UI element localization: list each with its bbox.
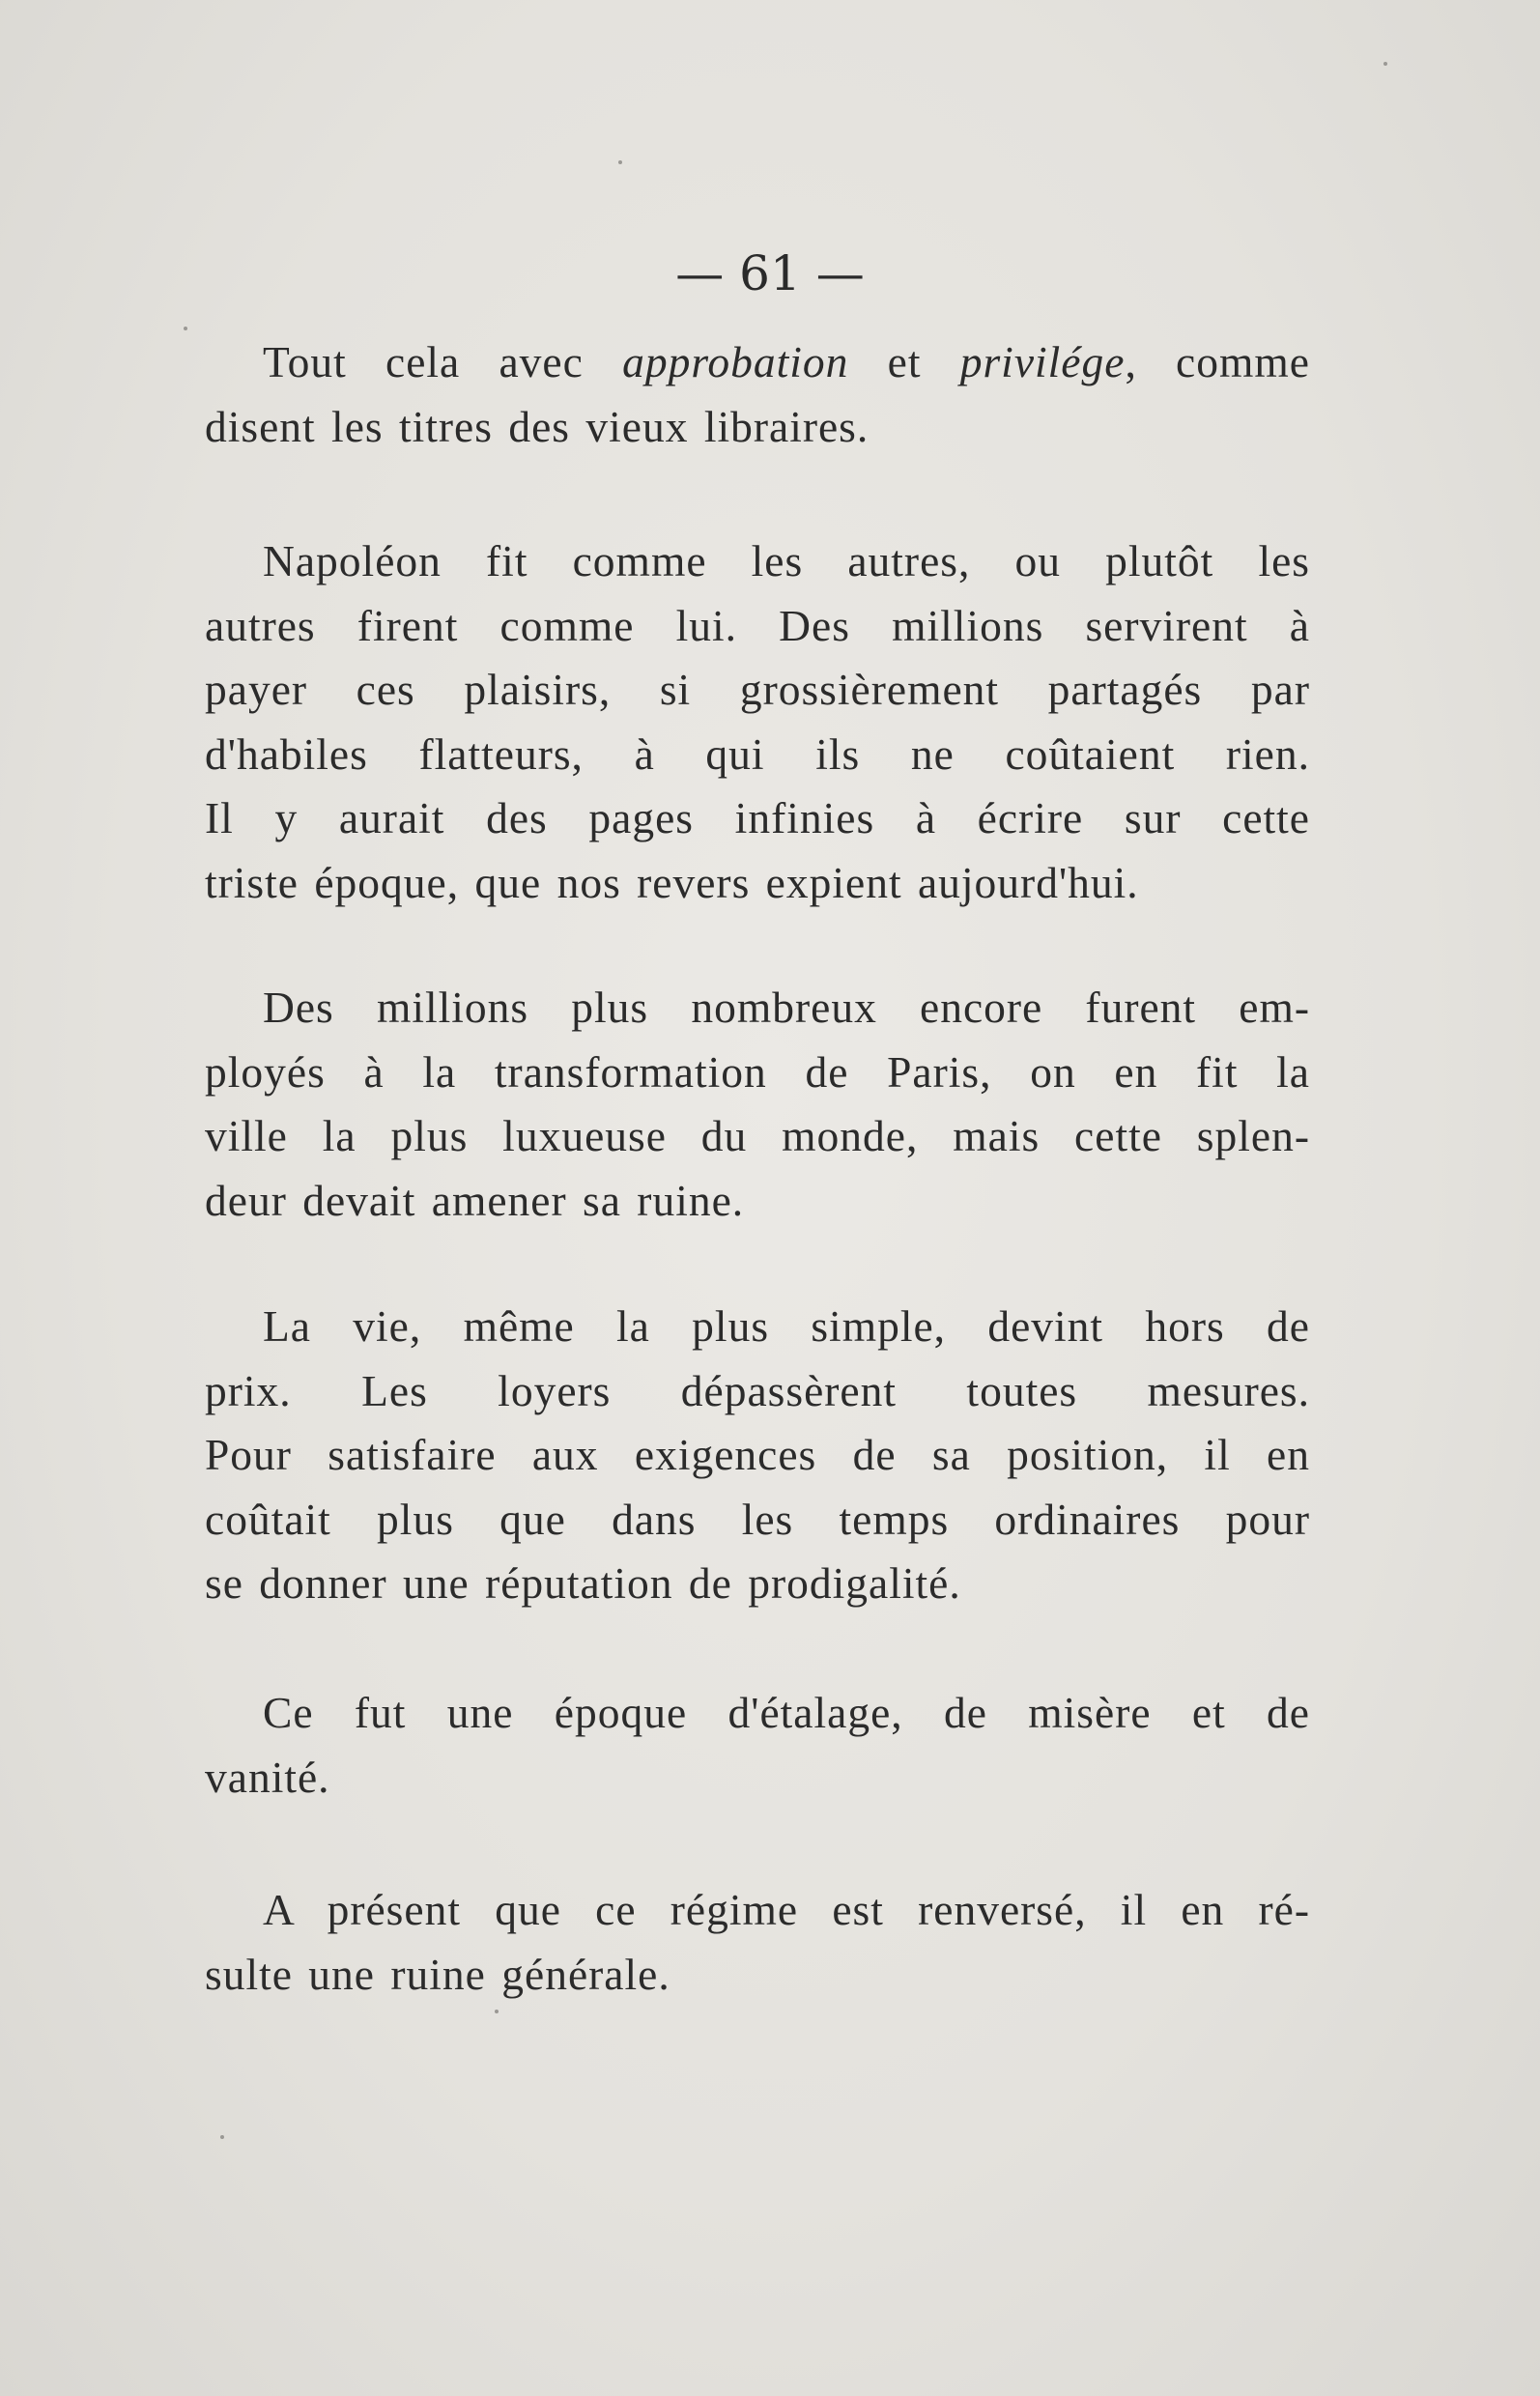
text-run: Ce fut une époque d'étalage, de misère et de [263,1688,1310,1737]
paper-speck [1383,62,1387,66]
text-line [205,1359,1310,1424]
text-run: prix. Les loyers dépassèrent toutes mesures. [205,1365,1310,1415]
text-line [205,1295,1310,1359]
text-run: La vie, même la plus simple, devint hors de [263,1301,1310,1351]
text-run: se donner une réputation de prodigalité. [205,1558,961,1608]
paragraph [205,1295,1310,1616]
text-run: Tout cela avec [263,337,623,386]
text-run: autres firent comme lui. Des millions servirent à [205,600,1310,650]
text-line [205,723,1310,787]
text-line [205,330,1310,395]
text-line [205,1104,1310,1169]
text-line [205,1041,1310,1105]
text-line [205,594,1310,659]
italic-term: privilége [959,337,1126,386]
paper-speck [184,327,187,330]
text-line [205,395,1310,460]
text-run: Pour satisfaire aux exigences de sa position, il en [205,1430,1310,1479]
text-line [205,1878,1310,1943]
text-run: Des millions plus nombreux encore furent em- [263,983,1310,1032]
text-run: coûtait plus que dans les temps ordinaires pour [205,1494,1310,1544]
text-run: payer ces plaisirs, si grossièrement partagés par [205,665,1310,714]
paragraph [205,1878,1310,2007]
text-line [205,529,1310,594]
text-run: ville la plus luxueuse du monde, mais cette splen- [205,1111,1310,1160]
text-run: sulte une ruine générale. [205,1949,670,1999]
text-line [205,1681,1310,1746]
text-run: deur devait amener sa ruine. [205,1175,745,1225]
text-line [205,1746,1310,1811]
text-line [205,1423,1310,1488]
text-line [205,658,1310,723]
paper-speck [618,160,622,164]
text-run: Il y aurait des pages infinies à écrire sur cette [205,793,1310,842]
text-line [205,786,1310,851]
page-number: — 61 — [675,245,865,301]
text-line [205,1943,1310,2008]
paragraph [205,976,1310,1233]
text-run: triste époque, que nos revers expient aujourd'hui. [205,857,1139,907]
text-line [205,1169,1310,1234]
text-run: et [848,337,960,386]
paper-speck [220,2135,224,2139]
paragraph [205,1681,1310,1810]
text-run: vanité. [205,1752,330,1802]
italic-term: approbation [622,337,849,386]
paragraph [205,529,1310,915]
text-run: , comme [1125,337,1310,386]
text-run: Napoléon fit comme les autres, ou plutôt les [263,536,1310,585]
paper-speck [495,2010,499,2013]
text-line [205,976,1310,1041]
text-run: A présent que ce régime est renversé, il en ré- [263,1885,1310,1934]
paragraph [205,330,1310,459]
text-line [205,851,1310,916]
text-run: disent les titres des vieux libraires. [205,401,870,451]
text-line [205,1552,1310,1616]
text-line [205,1488,1310,1553]
text-run: ployés à la transformation de Paris, on en fit la [205,1046,1310,1097]
text-run: d'habiles flatteurs, à qui ils ne coûtaient rien. [205,728,1310,779]
